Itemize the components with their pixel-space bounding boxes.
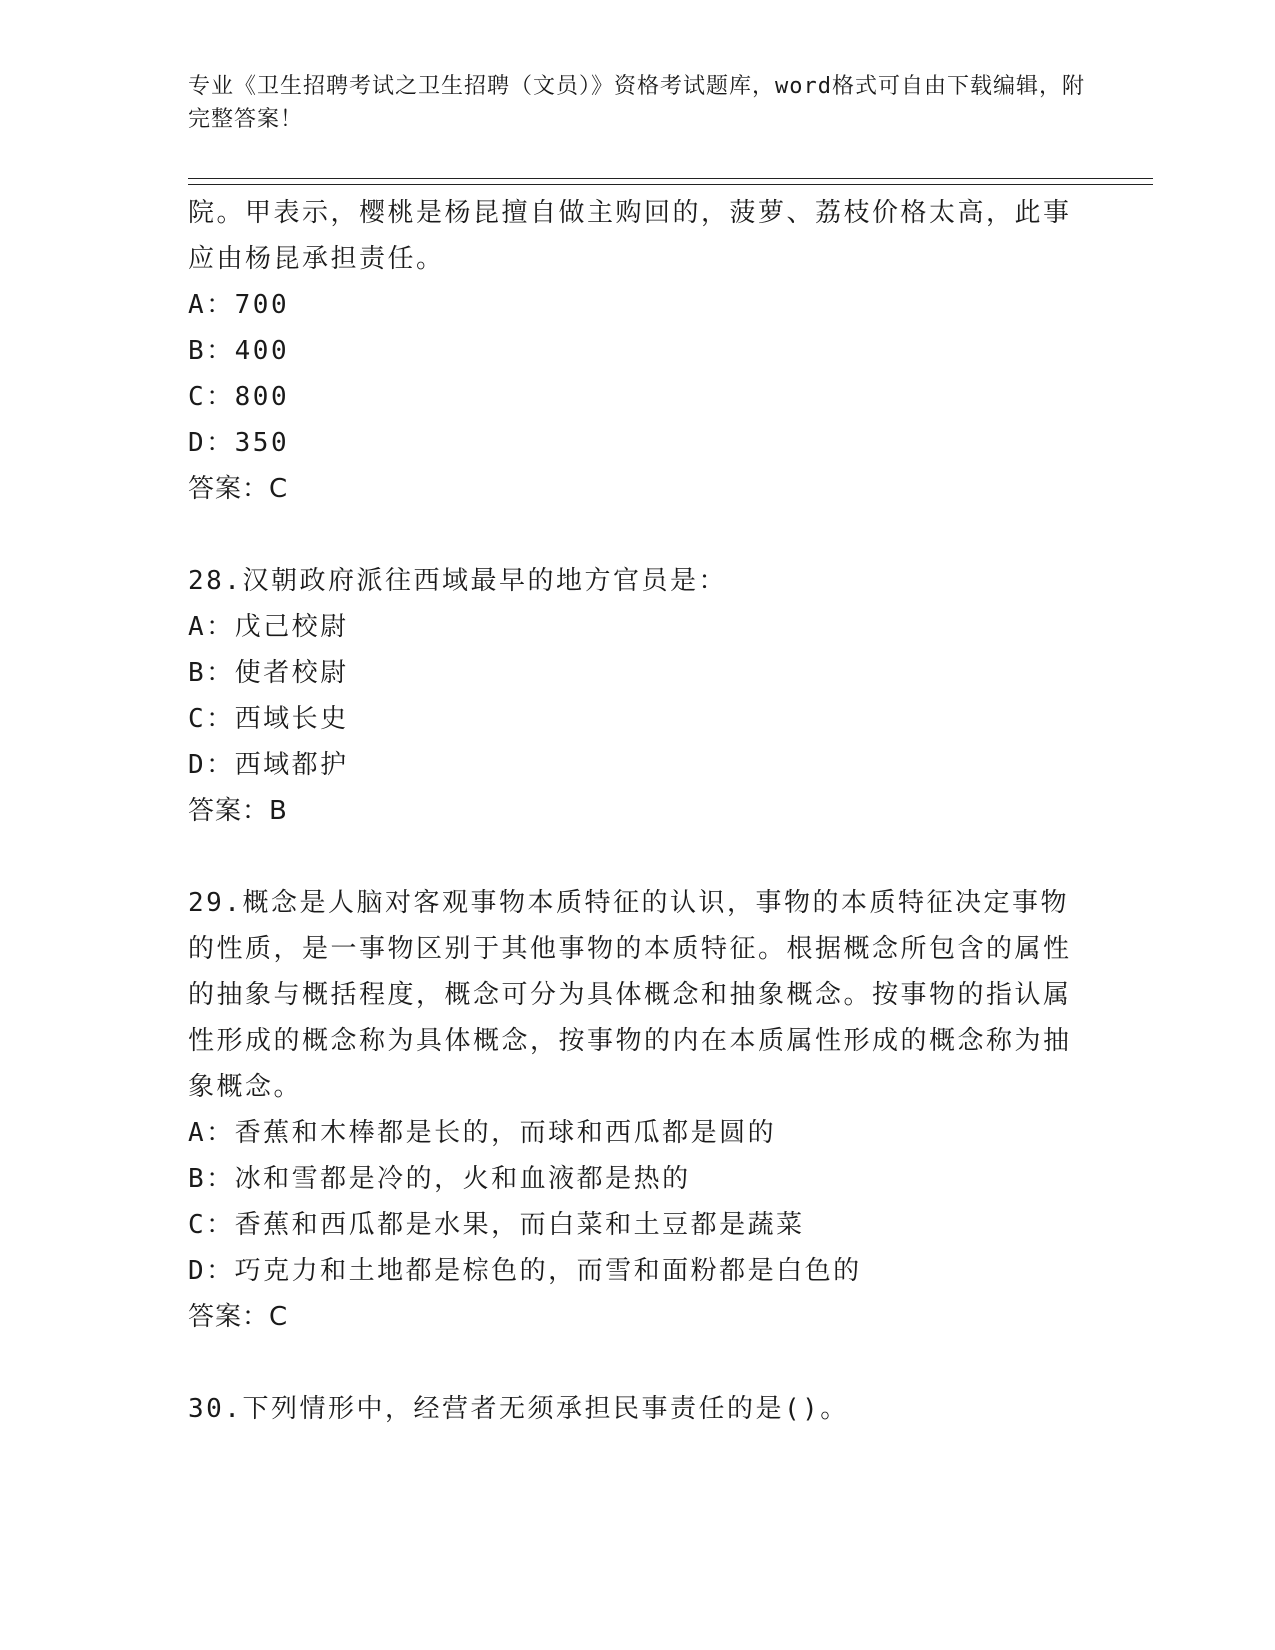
question-30: 30.下列情形中，经营者无须承担民事责任的是()。 — [188, 1394, 849, 1424]
answer-line: 答案：B — [188, 796, 288, 826]
option-c: C：西域长史 — [188, 704, 349, 734]
question-29: 29.概念是人脑对客观事物本质特征的认识，事物的本质特征决定事物的性质，是一事物区别于其他事物的本质特征。根据概念所包含的属性的抽象与概括程度，概念可分为具体概念和抽象概念。按事物的指认属性形成的概念称为具体概念，按事物的内在本质属性形成的概念称为抽象概念。 — [188, 888, 1072, 1102]
question-28: 28.汉朝政府派往西域最早的地方官员是： — [188, 566, 727, 596]
option-c: C：香蕉和西瓜都是水果，而白菜和土豆都是蔬菜 — [188, 1210, 805, 1240]
option-b: B：冰和雪都是冷的，火和血液都是热的 — [188, 1164, 691, 1194]
option-b: B：400 — [188, 336, 290, 366]
document-body — [188, 190, 1088, 1432]
option-a: A：戊己校尉 — [188, 612, 349, 642]
answer-line: 答案：C — [188, 1302, 289, 1332]
option-a: A：香蕉和木棒都是长的，而球和西瓜都是圆的 — [188, 1118, 777, 1148]
header-divider-top — [188, 178, 1153, 179]
spacer — [188, 512, 1088, 558]
spacer — [188, 1340, 1088, 1386]
document-header: 专业《卫生招聘考试之卫生招聘（文员）》资格考试题库，word格式可自由下载编辑，附完整答案！ — [188, 74, 1085, 132]
option-b: B：使者校尉 — [188, 658, 349, 688]
option-c: C：800 — [188, 382, 290, 412]
header-divider-bottom — [188, 184, 1153, 185]
option-d: D：350 — [188, 428, 290, 458]
option-a: A：700 — [188, 290, 290, 320]
option-d: D：西域都护 — [188, 750, 349, 780]
option-d: D：巧克力和土地都是棕色的，而雪和面粉都是白色的 — [188, 1256, 862, 1286]
answer-line: 答案：C — [188, 474, 289, 504]
continued-question-text: 院。甲表示，樱桃是杨昆擅自做主购回的，菠萝、荔枝价格太高，此事应由杨昆承担责任。 — [188, 198, 1072, 274]
spacer — [188, 834, 1088, 880]
